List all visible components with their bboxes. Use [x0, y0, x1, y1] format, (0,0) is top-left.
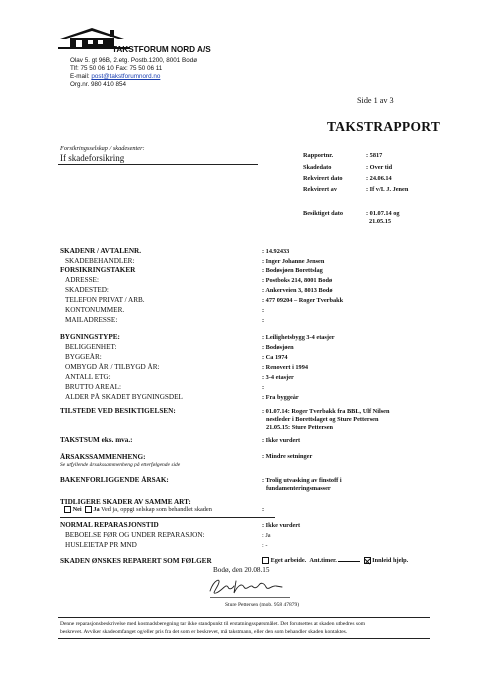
repair-choice-label: SKADEN ØNSKES REPARERT SOM FØLGER [60, 557, 212, 565]
footer-line-2: beskrevet. Avviker skadeomfanget og/eller pris fra det som er beskrevet, må takstmann, eller den som behandler skaden kontaktes. [60, 629, 348, 635]
byggeaar-value: : Ca 1974 [262, 354, 288, 361]
alder-value: : Fra byggeår [262, 394, 299, 401]
company-org: Org.nr. 980 410 854 [70, 81, 127, 88]
byggeaar-label: BYGGEÅR: [65, 353, 102, 361]
tidligere-label: TIDLIGERE SKADER AV SAMME ART: [60, 498, 191, 506]
meta-label-rekvirert-av: Rekvirert av [303, 186, 337, 193]
email-link[interactable]: post@takstforumnord.no [91, 73, 161, 80]
aarsakssammenheng-label: ÅRSAKSSAMMENHENG: [60, 453, 146, 461]
footer-divider-bottom [58, 638, 430, 639]
insurer-value: If skadeforsikring [60, 153, 125, 163]
tilstede-label: TILSTEDE VED BESIKTIGELSEN: [60, 407, 176, 415]
beliggenhet-value: : Bodøsjøen [262, 344, 294, 351]
takstsum-label-main: TAKSTSUM [60, 436, 100, 444]
ombygd-value: : Renovert i 1994 [262, 364, 308, 371]
behandler-label: SKADEBEHANDLER: [65, 257, 135, 265]
meta-value-rapportnr: : 5817 [366, 152, 383, 159]
ja-text: Ved ja, oppgi selskap som behandlet skaden [99, 506, 212, 513]
footer-divider [58, 617, 430, 618]
ant-timer-label: Ant.timer. [309, 557, 337, 564]
nei-checkbox[interactable] [64, 506, 71, 513]
company-name: TAKSTFORUM NORD A/S [112, 45, 211, 54]
brutto-value: : [262, 384, 265, 391]
etg-label: ANTALL ETG: [65, 373, 111, 381]
skadested-value: : Ankerveien 3, 8013 Bodø [262, 287, 333, 294]
ant-timer-field[interactable] [338, 561, 360, 562]
meta-label-skadedato: Skadedato [303, 164, 332, 171]
signature-line [210, 597, 290, 598]
telefon-label: TELEFON PRIVAT / ARB. [65, 296, 145, 304]
skadenr-value: : 14.92433 [262, 248, 290, 255]
beliggenhet-label: BELIGGENHET: [65, 343, 117, 351]
ombygd-label: OMBYGD ÅR / TILBYGD ÅR: [65, 363, 160, 371]
meta-value-rekvirert-av: : If v/I. J. Jenen [366, 186, 409, 193]
innleid-hjelp-checkbox[interactable] [364, 557, 371, 564]
adresse-value: : Postboks 214, 8001 Bodø [262, 277, 333, 284]
eget-arbeide-label: Eget arbeide. [270, 557, 307, 564]
page-number: Side 1 av 3 [357, 96, 394, 105]
company-email [70, 73, 160, 80]
mail-label: MAILADRESSE: [65, 316, 118, 324]
tidligere-options [64, 506, 212, 513]
reparasjonstid-label: NORMAL REPARASJONSTID [60, 521, 159, 529]
bygningstype-value: : Leilighetsbygg 3-4 etasjer [262, 334, 335, 341]
husleie-label: HUSLEIETAP PR MND [65, 541, 137, 549]
tilstede-line-2: nestleder i Borettslaget og Sture Pettersen [266, 416, 379, 423]
skadenr-label: SKADENR / AVTALENR. [60, 247, 142, 255]
aarsakssammenheng-value: : Mindre setninger [262, 453, 313, 460]
bakenforliggende-label: BAKENFORLIGGENDE ÅRSAK: [60, 476, 169, 484]
beboelse-value: : Ja [262, 532, 271, 539]
innleid-hjelp-label: Innleid hjelp. [372, 557, 409, 564]
insurer-underline [58, 164, 258, 165]
takstsum-label [60, 436, 133, 444]
alder-label: ALDER PÅ SKADET BYGNINGSDEL [65, 393, 183, 401]
konto-label: KONTONUMMER. [65, 306, 125, 314]
forsikringstaker-value: : Bodøsjøen Borettslag [262, 267, 323, 274]
company-phone: Tlf: 75 50 06 10 Fax: 75 50 06 11 [70, 65, 163, 72]
bakenforliggende-line-2: fundamenteringsmasser [266, 485, 331, 492]
nei-label: Nei [72, 506, 82, 513]
inspection-label: Besiktiget dato [303, 210, 344, 217]
etg-value: : 3-4 etasjer [262, 374, 294, 381]
tidligere-value: : [262, 506, 265, 513]
behandler-value: : Inger Johanne Jensen [262, 258, 325, 265]
footer-line-1: Denne reparasjonsbeskrivelse med kostnadsberegning tar ikke standpunkt til erstatningsspørsmålet. Det forutsettes at skaden utbedres som [60, 621, 366, 627]
insurer-label: Forsikringsselskap / skadesenter: [60, 145, 145, 152]
email-label: E-mail: [70, 73, 92, 80]
ja-label: Ja [93, 506, 100, 513]
takstsum-label-suffix: eks. mva.: [99, 436, 133, 444]
place-date: Bodø, den 20.08.15 [213, 566, 270, 574]
tilstede-line-3: 21.05.15: Sture Pettersen [266, 424, 334, 431]
ja-checkbox[interactable] [85, 506, 92, 513]
eget-arbeide-checkbox[interactable] [262, 557, 269, 564]
signature-icon [206, 575, 286, 597]
repair-choice-options [262, 557, 408, 564]
inspection-value-2: 21.05.15 [369, 218, 392, 225]
skadested-label: SKADESTED: [65, 286, 109, 294]
takstsum-value: : Ikke vurdert [262, 437, 301, 444]
company-address: Olav 5. gt 96B, 2.etg. Postb.1200, 8001 Bodø [70, 57, 198, 64]
brutto-label: BRUTTO AREAL: [65, 383, 121, 391]
bygningstype-label: BYGNINGSTYPE: [60, 333, 120, 341]
telefon-value: : 477 09204 – Roger Tverbakk [262, 297, 344, 304]
meta-label-rekvirert-dato: Rekvirert dato [303, 175, 343, 182]
mail-value: : [262, 317, 265, 324]
meta-value-rekvirert-dato: : 24.06.14 [366, 175, 392, 182]
signer-name: Sture Pettersen (mob. 958 47879) [225, 602, 300, 608]
konto-value: : [262, 307, 265, 314]
tidligere-underline [60, 517, 275, 518]
husleie-value: : - [262, 542, 268, 549]
aarsakssammenheng-note: Se utfyllende årsakssammenheng på etterfølgende side [60, 462, 181, 468]
meta-value-skadedato: : Over tid [366, 164, 393, 171]
forsikringstaker-label: FORSIKRINGSTAKER [60, 266, 136, 274]
adresse-label: ADRESSE: [65, 276, 99, 284]
page-title: TAKSTRAPPORT [327, 119, 441, 134]
bakenforliggende-line-1: : Trolig utvasking av finstoff i [262, 477, 342, 484]
inspection-value-1: : 01.07.14 og [366, 210, 400, 217]
tilstede-line-1: : 01.07.14: Roger Tverbakk fra BBL, Ulf Nilsen [262, 408, 390, 415]
meta-label-rapportnr: Rapportnr. [303, 152, 334, 159]
reparasjonstid-value: : Ikke vurdert [262, 522, 301, 529]
beboelse-label: BEBOELSE FØR OG UNDER REPARASJON: [65, 531, 205, 539]
